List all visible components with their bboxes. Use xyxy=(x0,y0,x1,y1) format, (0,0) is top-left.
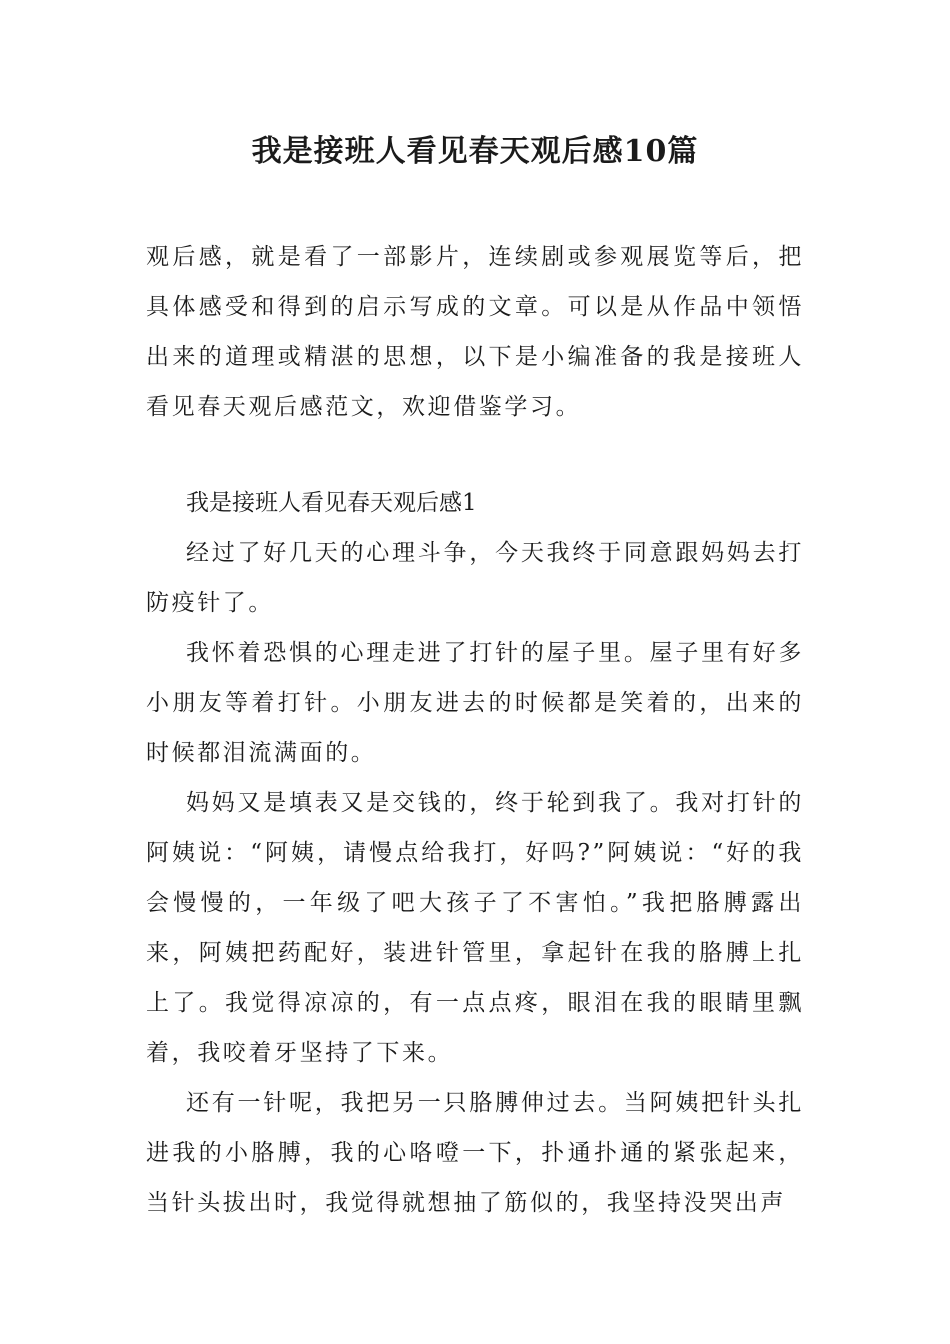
body-paragraph: 妈妈又是填表又是交钱的，终于轮到我了。我对打针的阿姨说：“阿姨，请慢点给我打，好吗?”阿姨说：“好的我会慢慢的，一年级了吧大孩子了不害怕。”我把胳膊露出来，阿姨把药配好，装进针管里，拿起针在我的胳膊上扎上了。我觉得凉凉的，有一点点疼，眼泪在我的眼睛里飘着，我咬着牙坚持了下来。 xyxy=(146,790,804,1066)
body-paragraph: 还有一针呢，我把另一只胳膊伸过去。当阿姨把针头扎进我的小胳膊，我的心咯噔一下，扑通扑通的紧张起来，当针头拔出时，我觉得就想抽了筋似的，我坚持没哭出声 xyxy=(146,1090,804,1216)
intro-paragraph: 观后感，就是看了一部影片，连续剧或参观展览等后，把具体感受和得到的启示写成的文章。可以是从作品中领悟出来的道理或精湛的思想，以下是小编准备的我是接班人看见春天观后感范文，欢迎借鉴学习。 xyxy=(146,244,804,420)
body-paragraph: 我怀着恐惧的心理走进了打针的屋子里。屋子里有好多小朋友等着打针。小朋友进去的时候都是笑着的，出来的时候都泪流满面的。 xyxy=(146,640,804,766)
body-paragraph: 经过了好几天的心理斗争，今天我终于同意跟妈妈去打防疫针了。 xyxy=(146,540,804,616)
article-body xyxy=(146,528,804,1228)
document-title: 我是接班人看见春天观后感10篇 xyxy=(251,134,699,169)
section-heading: 我是接班人看见春天观后感1 xyxy=(186,490,477,516)
